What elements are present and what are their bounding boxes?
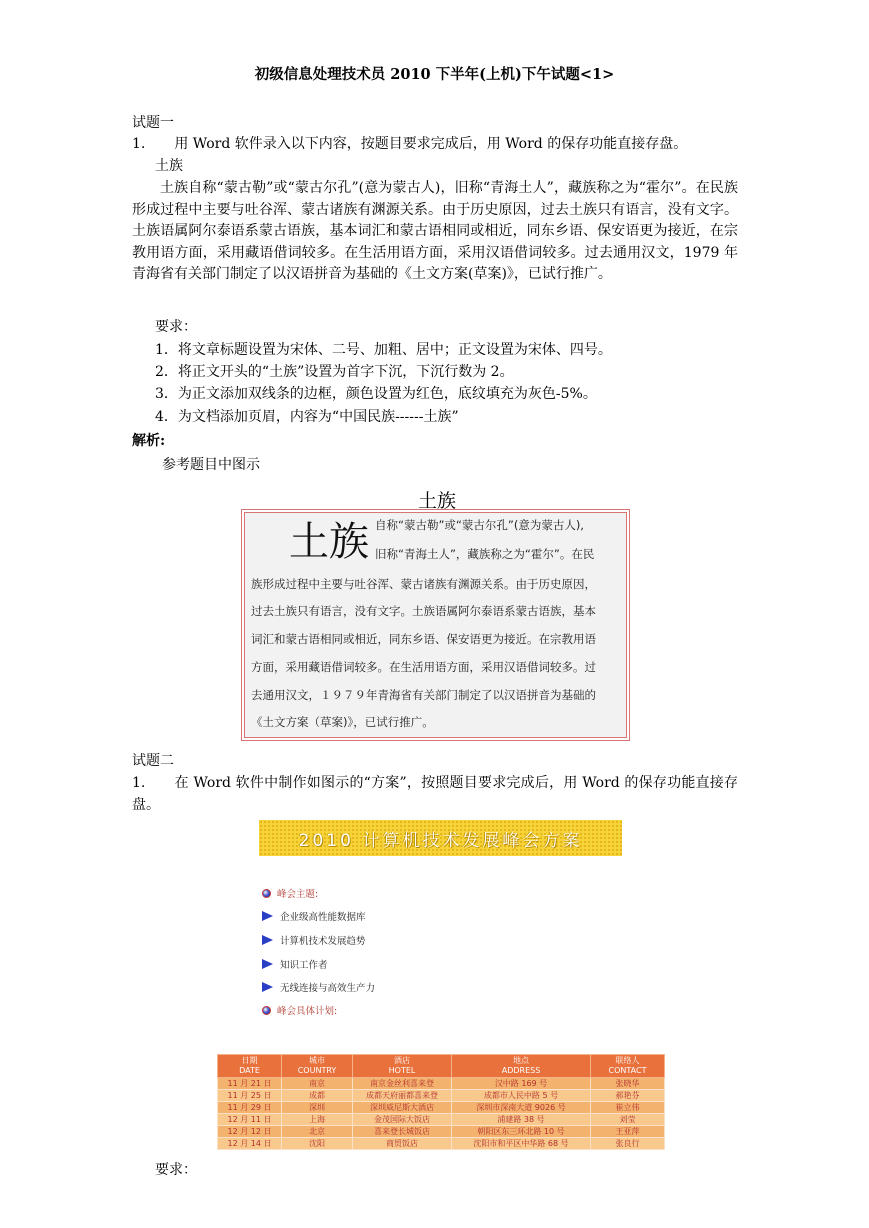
table-cell: 深圳市深南大道 9026 号: [452, 1102, 591, 1114]
figure1-title: 土族: [417, 490, 456, 512]
figure1-line: 词汇和蒙古语相同或相近，同东乡语、保安语更为接近。在宗教用语: [251, 632, 596, 646]
table-cell: 深圳威尼斯大酒店: [353, 1102, 452, 1114]
q1-item-number: 1.: [132, 136, 146, 152]
table-cell: 王亚萍: [591, 1126, 665, 1138]
topic-label: 无线连接与高效生产力: [280, 983, 376, 994]
table-cell: 浦建路 38 号: [452, 1114, 591, 1126]
table-cell: 朝阳区东三环北路 10 号: [452, 1126, 591, 1138]
header-cell-city: 城市 COUNTRY: [282, 1055, 353, 1078]
header-cell-address: 地点 ADDRESS: [452, 1055, 591, 1078]
table-cell: 成都市人民中路 5 号: [452, 1090, 591, 1102]
analysis-text: 参考题目中图示: [162, 457, 260, 473]
topic-label: 知识工作者: [280, 960, 328, 971]
bullet-dot-icon: [262, 889, 271, 898]
table-cell: 商贸饭店: [353, 1138, 452, 1150]
page-title: 初级信息处理技术员 2010 下半年(上机)下午试题<1>: [254, 66, 615, 83]
analysis-label: 解析:: [132, 433, 166, 449]
figure1-line: 过去土族只有语言，没有文字。土族语属阿尔泰语系蒙古语族，基本: [251, 604, 596, 618]
topic-item: [262, 909, 366, 923]
figure1-line: 旧称“青海土人”，藏族称之为“霍尔”。在民: [375, 547, 595, 561]
figure1-line: 族形成过程中主要与吐谷浑、蒙古诸族有渊源关系。由于历史原因，: [251, 577, 596, 591]
table-cell: 深圳: [282, 1102, 353, 1114]
header-cell-date: 日期 DATE: [218, 1055, 282, 1078]
q2-label: 试题二: [132, 753, 174, 769]
table-cell: 南京金丝利喜来登: [353, 1078, 452, 1090]
schedule-table: [217, 1054, 665, 1150]
q2-requirements-label: 要求：: [155, 1162, 197, 1178]
table-row: [218, 1114, 665, 1126]
figure1-line: 去通用汉文，１９７９年青海省有关部门制定了以汉语拼音为基础的: [251, 688, 596, 702]
requirement-item: 4．为文档添加页眉，内容为“中国民族------土族”: [155, 409, 459, 425]
figure1-line: 《土文方案（草案)》，已试行推广。: [251, 715, 434, 729]
table-cell: 崔立伟: [591, 1102, 665, 1114]
table-cell: 汉中路 169 号: [452, 1078, 591, 1090]
q1-item-text: 用 Word 软件录入以下内容，按题目要求完成后，用 Word 的保存功能直接存盘。: [174, 136, 688, 152]
figure1-line: 方面，采用藏语借词较多。在生活用语方面，采用汉语借词较多。过: [251, 660, 596, 674]
table-cell: 12 月 11 日: [218, 1114, 282, 1126]
table-cell: 北京: [282, 1126, 353, 1138]
topic-item: [262, 980, 375, 994]
table-cell: 张良行: [591, 1138, 665, 1150]
topic-label: 企业级高性能数据库: [280, 912, 366, 923]
table-cell: 南京: [282, 1078, 353, 1090]
theme-label: 峰会主题:: [277, 889, 319, 900]
q2-item-number: 1.: [132, 775, 146, 791]
topic-item: [262, 933, 366, 947]
table-cell: 11 月 21 日: [218, 1078, 282, 1090]
article-body: 土族自称“蒙古勒”或“蒙古尔孔”(意为蒙古人)，旧称“青海土人”，藏族称之为“霍尔”。在民族形成过程中主要与吐谷浑、蒙古诸族有渊源关系。由于历史原因，过去土族只有语言，没有文字。土族语属阿尔泰语系蒙古语族，基本词汇和蒙古语相同或相近，同东乡语、保安语更为接近，在宗教用语方面，采用藏语借词较多。在生活用语方面，采用汉语借词较多。过去通用汉文，1979 年青海省有关部门制定了以汉语拼音为基础的《土文方案(草案)》，已试行推广。: [132, 180, 738, 282]
table-cell: 12 月 14 日: [218, 1138, 282, 1150]
requirement-item: 3．为正文添加双线条的边框，颜色设置为红色，底纹填充为灰色-5%。: [155, 386, 597, 402]
table-cell: 12 月 12 日: [218, 1126, 282, 1138]
figure2-banner-text: 2010 计算机技术发展峰会方案: [298, 830, 583, 851]
plan-heading: [262, 1003, 337, 1017]
theme-heading: [262, 886, 318, 900]
table-cell: 上海: [282, 1114, 353, 1126]
table-cell: 成都天府丽都喜来登: [353, 1090, 452, 1102]
bullet-dot-icon: [262, 1006, 271, 1015]
figure1-dropcap: 土族: [289, 519, 369, 565]
article-title: 土族: [155, 158, 183, 174]
table-cell: 成都: [282, 1090, 353, 1102]
table-cell: 张晓华: [591, 1078, 665, 1090]
plan-label: 峰会具体计划:: [277, 1006, 338, 1017]
bullet-arrow-icon: [262, 959, 273, 969]
q1-item: [132, 134, 687, 155]
table-row: [218, 1090, 665, 1102]
table-cell: 金茂国际大饭店: [353, 1114, 452, 1126]
figure2-banner: [259, 820, 622, 856]
bullet-arrow-icon: [262, 911, 273, 921]
header-cell-contact: 联络人 CONTACT: [591, 1055, 665, 1078]
q2-item: [132, 773, 738, 816]
bullet-arrow-icon: [262, 935, 273, 945]
table-cell: 郝艳芬: [591, 1090, 665, 1102]
table-cell: 沈阳: [282, 1138, 353, 1150]
table-cell: 沈阳市和平区中华路 68 号: [452, 1138, 591, 1150]
table-row: [218, 1138, 665, 1150]
q1-requirements-label: 要求：: [155, 319, 197, 335]
table-cell: 11 月 29 日: [218, 1102, 282, 1114]
table-row: [218, 1126, 665, 1138]
table-row: [218, 1078, 665, 1090]
table-header-row: [218, 1055, 665, 1078]
q2-item-text: 在 Word 软件中制作如图示的“方案”，按照题目要求完成后，用 Word 的保存功能直接存盘。: [132, 775, 738, 813]
figure1-line: 自称“蒙古勒”或“蒙古尔孔”(意为蒙古人),: [375, 518, 584, 532]
table-cell: 喜来登长城饭店: [353, 1126, 452, 1138]
bullet-arrow-icon: [262, 982, 273, 992]
requirement-item: 1．将文章标题设置为宋体、二号、加粗、居中；正文设置为宋体、四号。: [155, 342, 612, 358]
header-cell-hotel: 酒店 HOTEL: [353, 1055, 452, 1078]
table-row: [218, 1102, 665, 1114]
table-cell: 刘莹: [591, 1114, 665, 1126]
topic-label: 计算机技术发展趋势: [280, 936, 366, 947]
topic-item: [262, 957, 328, 971]
requirement-item: 2．将正文开头的“土族”设置为首字下沉，下沉行数为 2。: [155, 364, 514, 380]
q1-label: 试题一: [132, 115, 174, 131]
table-cell: 11 月 25 日: [218, 1090, 282, 1102]
